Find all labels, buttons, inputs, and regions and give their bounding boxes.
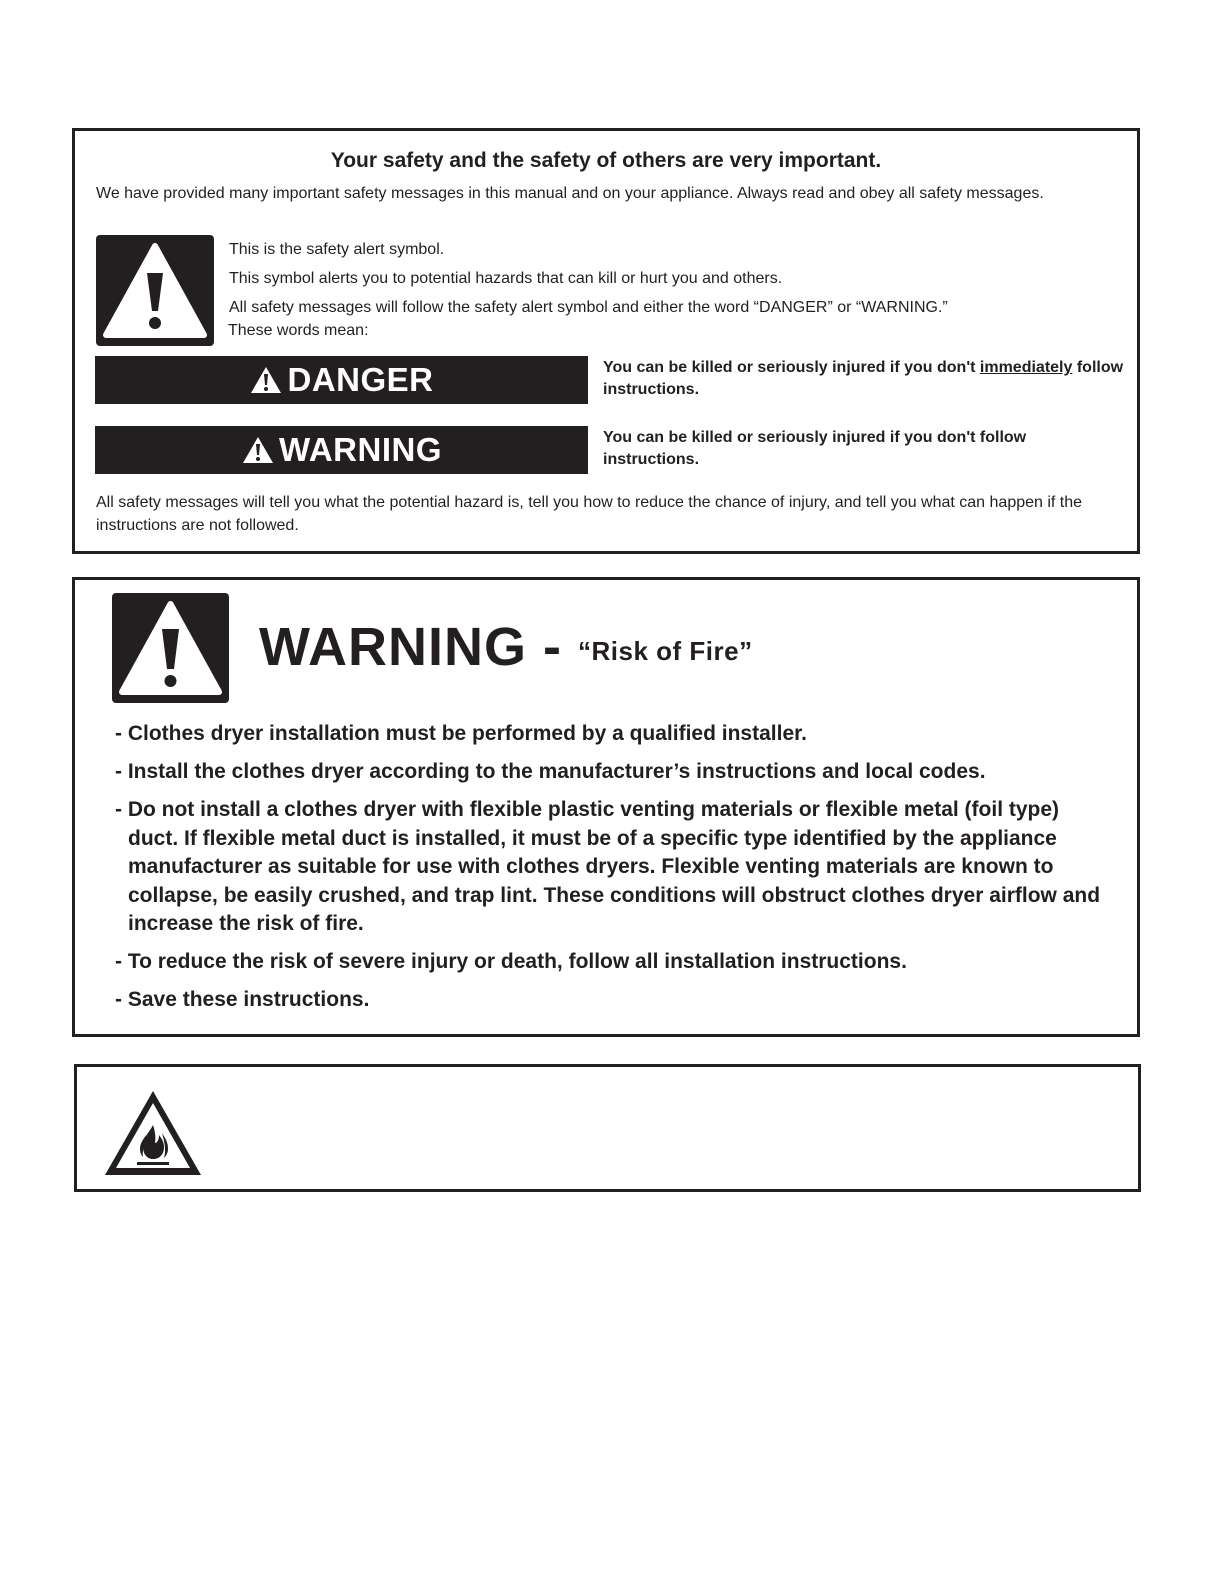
danger-bar	[95, 356, 588, 404]
list-item: - Clothes dryer installation must be performed by a qualified installer.	[115, 722, 807, 745]
list-item: - Do not install a clothes dryer with flexible plastic venting materials or flexible metal (foil type) duct. If flexible metal duct is installed, it must be of a specific type identified by the appliance manufacturer as suitable for use with clothes dryers. Flexible venting materials are known to collapse, be easily crushed, and trap lint. These conditions will obstruct clothes dryer airflow and increase the risk of fire.	[115, 798, 1101, 935]
list-item: - Install the clothes dryer according to the manufacturer’s instructions and local codes.	[115, 760, 986, 783]
warning-bar	[95, 426, 588, 474]
symbol-line-2: This symbol alerts you to potential hazards that can kill or hurt you and others.	[229, 270, 783, 287]
danger-desc-suffix: follow instructions.	[603, 359, 1124, 398]
symbol-line-4: These words mean:	[228, 322, 369, 339]
list-item: - To reduce the risk of severe injury or death, follow all installation instructions.	[115, 950, 907, 973]
warning-label: WARNING	[279, 431, 442, 468]
danger-desc-text: You can be killed or seriously injured if you don't	[603, 359, 980, 376]
fire-warning-box	[72, 577, 1140, 1037]
safety-intro: We have provided many important safety messages in this manual and on your appliance. Always read and obey all safety messages.	[96, 185, 1044, 202]
list-item: - Save these instructions.	[115, 988, 370, 1011]
fire-warning-title	[259, 616, 753, 678]
danger-label: DANGER	[287, 361, 434, 398]
safety-heading: Your safety and the safety of others are very important.	[330, 149, 882, 172]
symbol-line-3: All safety messages will follow the safety alert symbol and either the word “DANGER” or “WARNING.”	[229, 299, 948, 316]
symbol-line-1: This is the safety alert symbol.	[229, 241, 445, 258]
safety-alert-icon	[112, 593, 229, 703]
danger-desc-emphasis: immediately	[979, 359, 1073, 376]
fire-warning-list	[115, 720, 1115, 1024]
safety-alert-icon	[249, 365, 283, 395]
fire-hazard-icon	[99, 1085, 207, 1181]
safety-alert-icon	[96, 235, 214, 346]
danger-description	[603, 357, 1128, 401]
flame-hazard-box	[74, 1064, 1141, 1192]
safety-info-box	[72, 128, 1140, 554]
safety-footer: All safety messages will tell you what the potential hazard is, tell you how to reduce the chance of injury, and tell you what can happen if the instructions are not followed.	[96, 494, 1083, 534]
safety-alert-icon	[241, 435, 275, 465]
risk-of-fire-subtitle: “Risk of Fire”	[577, 636, 753, 666]
warning-word: WARNING -	[259, 617, 562, 677]
warning-description: You can be killed or seriously injured if you don't follow instructions.	[603, 429, 1027, 468]
